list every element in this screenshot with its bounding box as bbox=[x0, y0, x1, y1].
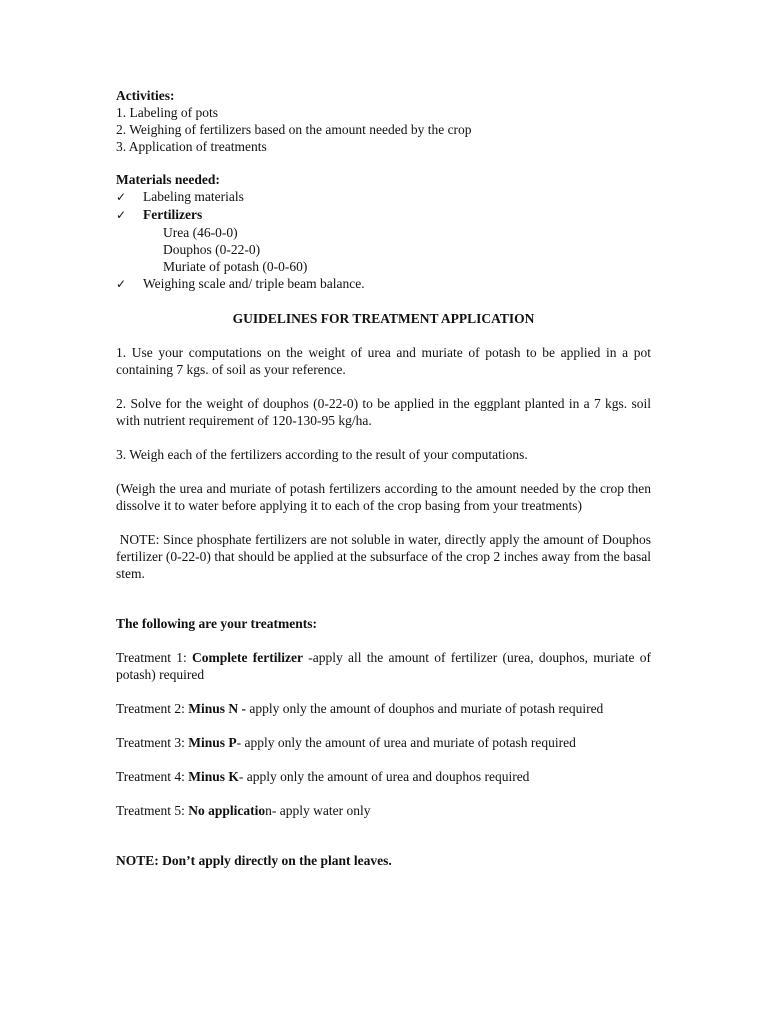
treatment-name: No applicatio bbox=[188, 803, 266, 818]
document-page bbox=[116, 87, 658, 869]
checkmark-icon: ✓ bbox=[116, 190, 127, 204]
treatment-prefix: Treatment 4: bbox=[116, 769, 189, 784]
treatment-name: Complete fertilizer bbox=[192, 650, 303, 665]
treatment-3 bbox=[116, 734, 651, 751]
treatment-name: Minus N - bbox=[188, 701, 247, 716]
material-item-labeling bbox=[116, 188, 651, 206]
guideline-paragraph-4: (Weigh the urea and muriate of potash fertilizers according to the amount needed by the crop then dissolve it to water before applying it to each of the crop basing from your treatments) bbox=[116, 481, 651, 513]
treatment-2 bbox=[116, 700, 651, 717]
treatment-name: Minus K bbox=[188, 769, 239, 784]
treatment-name: Minus P bbox=[188, 735, 237, 750]
materials-heading: Materials needed: bbox=[116, 172, 220, 187]
material-item-scale bbox=[116, 275, 651, 293]
activity-item-2: 2. Weighing of fertilizers based on the amount needed by the crop bbox=[116, 122, 472, 137]
final-note: NOTE: Don’t apply directly on the plant leaves. bbox=[116, 853, 392, 868]
treatment-description: - apply only the amount of urea and douphos required bbox=[238, 769, 530, 784]
guideline-note: NOTE: Since phosphate fertilizers are not soluble in water, directly apply the amount of Douphos fertilizer (0-22-0) that should be applied at the subsurface of the crop 2 inches away from the basal stem. bbox=[116, 532, 658, 581]
treatment-prefix: Treatment 1: bbox=[116, 650, 193, 665]
material-label: Labeling materials bbox=[143, 189, 244, 204]
treatment-description: apply only the amount of douphos and muriate of potash required bbox=[246, 701, 604, 716]
treatment-5 bbox=[116, 802, 651, 819]
treatment-prefix: Treatment 3: bbox=[116, 735, 189, 750]
fertilizer-urea: Urea (46-0-0) bbox=[163, 225, 238, 240]
checkmark-icon: ✓ bbox=[116, 208, 127, 222]
treatment-description: -apply all the amount of fertilizer (urea, douphos, muriate of potash) required bbox=[116, 650, 655, 682]
activity-item-3: 3. Application of treatments bbox=[116, 139, 267, 154]
activities-heading: Activities: bbox=[116, 88, 175, 103]
treatments-heading: The following are your treatments: bbox=[116, 616, 317, 631]
treatment-1 bbox=[116, 649, 655, 683]
activity-item-1: 1. Labeling of pots bbox=[116, 105, 218, 120]
fertilizer-douphos: Douphos (0-22-0) bbox=[163, 242, 261, 257]
treatment-4 bbox=[116, 768, 651, 785]
treatment-description: n- apply water only bbox=[265, 803, 371, 818]
fertilizer-muriate: Muriate of potash (0-0-60) bbox=[163, 259, 308, 274]
checkmark-icon: ✓ bbox=[116, 277, 127, 291]
material-item-fertilizers bbox=[116, 206, 651, 224]
guideline-paragraph-1: 1. Use your computations on the weight of urea and muriate of potash to be applied in a pot containing 7 kgs. of soil as your reference. bbox=[116, 345, 651, 377]
material-label: Weighing scale and/ triple beam balance. bbox=[143, 276, 365, 291]
material-label: Fertilizers bbox=[143, 207, 203, 222]
treatment-prefix: Treatment 2: bbox=[116, 701, 189, 716]
guidelines-title: GUIDELINES FOR TREATMENT APPLICATION bbox=[232, 311, 535, 326]
treatment-prefix: Treatment 5: bbox=[116, 803, 189, 818]
treatment-description: - apply only the amount of urea and muriate of potash required bbox=[236, 735, 576, 750]
guideline-paragraph-3: 3. Weigh each of the fertilizers according to the result of your computations. bbox=[116, 447, 528, 462]
guideline-paragraph-2: 2. Solve for the weight of douphos (0-22-0) to be applied in the eggplant planted in a 7 kgs. soil with nutrient requirement of 120-130-95 kg/ha. bbox=[116, 396, 651, 428]
